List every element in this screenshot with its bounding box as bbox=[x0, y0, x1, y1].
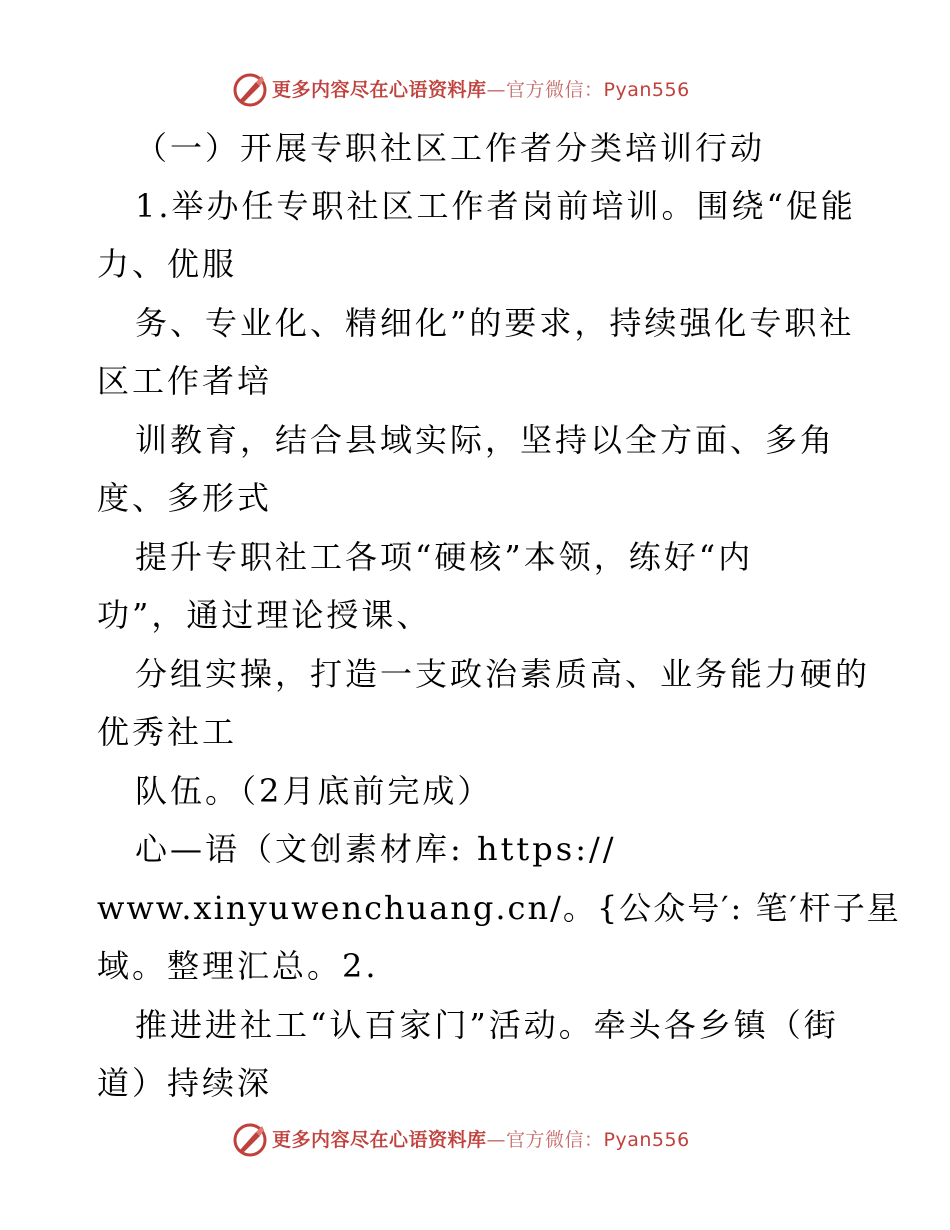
body-line: 功”，通过理论授课、 bbox=[97, 596, 432, 634]
body-line: 心—语（文创素材库: https:// bbox=[135, 830, 617, 868]
body-line: 区工作者培 bbox=[97, 362, 273, 400]
body-line: 提升专职社工各项“硬核”本领，练好“内 bbox=[135, 538, 754, 576]
body-line: 队伍。（2月底前完成） bbox=[135, 772, 493, 810]
body-line: 推进进社工“认百家门”活动。牵头各乡镇（街 bbox=[135, 1006, 839, 1044]
footer-watermark bbox=[0, 1120, 950, 1160]
footer-watermark-text: 更多内容尽在心语资料库—官方微信：Pyan556 bbox=[272, 1129, 690, 1151]
body-line: 度、多形式 bbox=[97, 479, 273, 517]
body-line: 优秀社工 bbox=[97, 713, 238, 751]
body-line-url: www.xinyuwenchuang.cn/。{公众号′: 笔′杆子星 bbox=[97, 889, 901, 927]
body-line: 道）持续深 bbox=[97, 1064, 273, 1102]
header-watermark-text: 更多内容尽在心语资料库—官方微信：Pyan556 bbox=[272, 79, 690, 101]
body-line: 域。整理汇总。2. bbox=[97, 947, 379, 985]
pen-logo-icon bbox=[232, 1122, 268, 1158]
body-line: 务、专业化、精细化”的要求，持续强化专职社 bbox=[135, 304, 855, 342]
body-line: 训教育，结合县域实际，坚持以全方面、多角 bbox=[135, 421, 836, 459]
section-heading: （一）开展专职社区工作者分类培训行动 bbox=[135, 129, 766, 167]
body-line: 1.举办任专职社区工作者岗前培训。围绕“促能 bbox=[135, 187, 856, 225]
body-line: 分组实操，打造一支政治素质高、业务能力硬的 bbox=[135, 655, 871, 693]
body-line: 力、优服 bbox=[97, 245, 238, 283]
